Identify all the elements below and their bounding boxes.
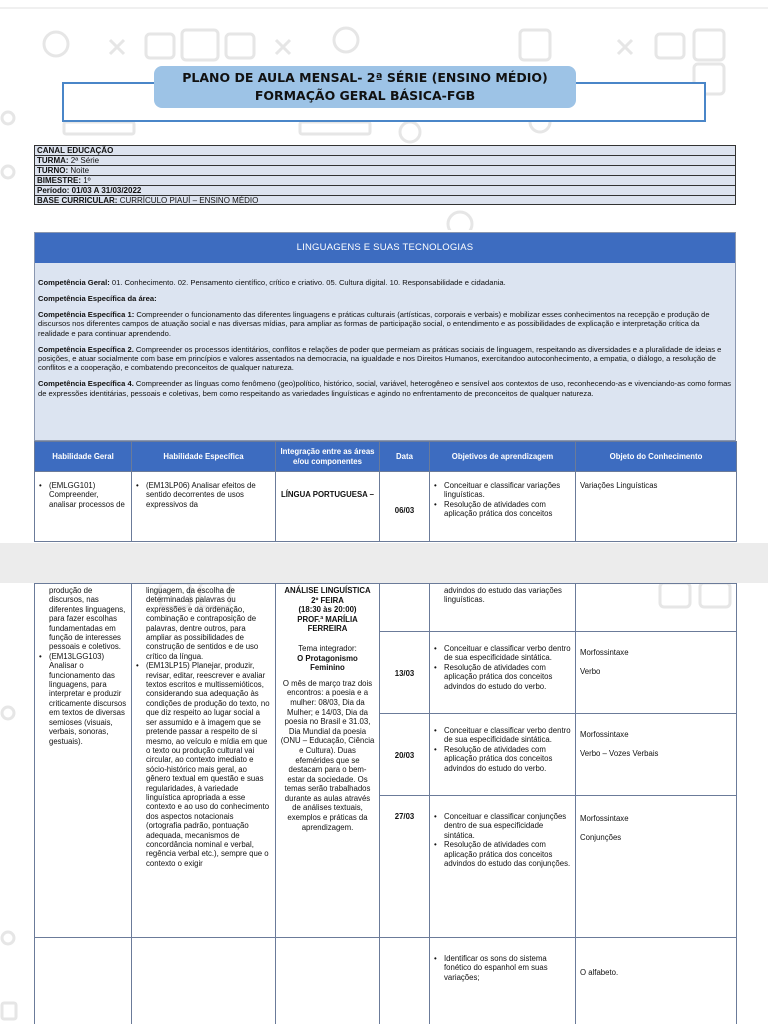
cell-integracao: ANÁLISE LINGUÍSTICA 2º FEIRA (18:30 às 20:00) PROF.ª MARÍLIA FERREIRA Tema integrador: O Protagonismo Feminino O mês de março traz dois encontros: a poesia e a mulher: 08/03, Dia da Mulher; e 14/03, Dia da poesia no Brasil e 31.03, Dia Mundial da poesia (ONU – Educação, Ciência e Cultura). Duas efemérides que se destacam para o bem-estar da sociedade. Os temas serão trabalhados durante as aulas através de análises textuais, exemplos e práticas da aprendizagem. bbox=[276, 584, 380, 938]
table-row bbox=[35, 938, 737, 1024]
area-competencies-panel bbox=[34, 232, 736, 441]
area-heading: LINGUAGENS E SUAS TECNOLOGIAS bbox=[35, 233, 735, 263]
cell-objetivos: • Conceituar e classificar verbo dentro de sua especificidade sintática. • Resolução de atividades com aplicação prática dos conceitos advindos do estudo do verbo. bbox=[430, 632, 576, 714]
competencia-especifica-2: Competência Específica 2. Compreender os processos identitários, conflitos e relações de poder que permeiam as práticas sociais de linguagem, respeitando as diversidades e a pluralidade de ideias e posições, e atuar socialmente com base em princípios e valores assentados na democracia, na igualdade e nos Direitos Humanos, exercitandoo autoconhecimento, a empatia, o diálogo, a resolução de conflitos e a cooperação, e combatendo preconceitos de qualquer natureza. bbox=[38, 344, 722, 373]
competencia-geral: Competência Geral: 01. Conhecimento. 02. Pensamento científico, crítico e criativo. 05. Cultura digital. 10. Responsabilidade e cidadania. bbox=[38, 278, 506, 287]
class-info-block bbox=[34, 145, 736, 205]
info-turno: TURNO: Noite bbox=[34, 165, 736, 175]
title-line-2: FORMAÇÃO GERAL BÁSICA-FGB bbox=[254, 88, 476, 103]
cell-date bbox=[380, 938, 430, 1024]
page-gap bbox=[0, 543, 768, 583]
cell-objeto: Morfossintaxe Verbo – Vozes Verbais bbox=[576, 714, 737, 796]
info-bimestre: BIMESTRE: 1º bbox=[34, 175, 736, 185]
lesson-plan-table-continued bbox=[34, 583, 737, 1024]
lesson-plan-table bbox=[34, 441, 737, 542]
cell-date: 20/03 bbox=[380, 714, 430, 796]
cell-objetivos: • Conceituar e classificar verbo dentro de sua especificidade sintática. • Resolução de atividades com aplicação prática dos conceitos advindos do estudo do verbo. bbox=[430, 714, 576, 796]
competencia-especifica-title: Competência Específica da área: bbox=[38, 293, 157, 303]
cell-objetivos: • Identificar os sons do sistema fonético do espanhol em suas variações; bbox=[430, 938, 576, 1024]
header-data: Data bbox=[380, 442, 430, 472]
header-objeto: Objeto do Conhecimento bbox=[576, 442, 737, 472]
cell-habilidade-geral: produção de discursos, nas diferentes linguagens, para fazer escolhas fundamentadas em função de interesses pessoais e coletivos. • (EM13LGG103) Analisar o funcionamento das linguagens, para interpretar e produzir criticamente discursos em textos de diversas semioses (visuais, verbais, sonoras, gestuais). bbox=[35, 584, 132, 938]
cell-habilidade-especifica: linguagem, da escolha de determinadas palavras ou expressões e da ordenação, combinação e contraposição de palavras, dentre outros, para ampliar as possibilidades de construção de sentidos e de uso crítico da língua. • (EM13LP15) Planejar, produzir, revisar, editar, reescrever e avaliar textos escritos e multissemióticos, considerando sua adequação às condições de produção do texto, no que diz respeito ao lugar social a ser assumido e à imagem que se pretende passar a respeito de si mesmo, ao veículo e mídia em que o texto ou produção cultural vai circular, ao contexto imediato e sócio-histórico mais geral, ao gênero textual em questão e suas regularidades, à variedade linguística apropriada a esse contexto e ao uso do conhecimento dos aspectos notacionais (ortografia padrão, pontuação adequada, mecanismos de concordância nominal e verbal, regência verbal etc.), sempre que o contexto o exigir bbox=[132, 584, 276, 938]
table-row bbox=[35, 472, 737, 542]
cell-objeto: Morfossintaxe Verbo bbox=[576, 632, 737, 714]
title-line-1: PLANO DE AULA MENSAL- 2ª SÉRIE (ENSINO MÉDIO) bbox=[182, 70, 548, 85]
header-integracao: Integração entre as áreas e/ou componentes bbox=[276, 442, 380, 472]
cell-habilidade-geral: • (EMLGG101) Compreender, analisar processos de bbox=[35, 472, 132, 542]
info-turma: TURMA: 2ª Série bbox=[34, 155, 736, 165]
cell-habilidade-geral bbox=[35, 938, 132, 1024]
competencia-especifica-4: Competência Específica 4. Compreender as línguas como fenômeno (geo)político, histórico, social, variável, heterogêneo e sensível aos contextos de uso, reconhecendo-as e vivenciando-as como formas de expressões identitárias, pessoais e coletivas, bem como respeitando as variedades linguísticas e agindo no enfrentamento de preconceitos de qualquer natureza. bbox=[38, 379, 732, 398]
cell-integracao bbox=[276, 938, 380, 1024]
cell-objetivos: advindos do estudo das variações linguísticas. bbox=[430, 584, 576, 632]
cell-objeto: Morfossintaxe Conjunções bbox=[576, 796, 737, 938]
cell-date bbox=[380, 584, 430, 632]
cell-date: 13/03 bbox=[380, 632, 430, 714]
info-base-curricular: BASE CURRICULAR: CURRÍCULO PIAUÍ – ENSINO MÉDIO bbox=[34, 195, 736, 205]
document-page-2 bbox=[0, 583, 768, 1024]
cell-objeto: O alfabeto. bbox=[576, 938, 737, 1024]
table-header-row bbox=[35, 442, 737, 472]
page-title bbox=[154, 66, 576, 108]
cell-date: 27/03 bbox=[380, 796, 430, 938]
header-habilidade-especifica: Habilidade Específica bbox=[132, 442, 276, 472]
table-row bbox=[35, 584, 737, 632]
header-objetivos: Objetivos de aprendizagem bbox=[430, 442, 576, 472]
cell-objeto bbox=[576, 584, 737, 632]
cell-habilidade-especifica: • (EM13LP06) Analisar efeitos de sentido decorrentes de usos expressivos da bbox=[132, 472, 276, 542]
cell-objeto: Variações Linguísticas bbox=[576, 472, 737, 542]
info-periodo: Período: 01/03 A 31/03/2022 bbox=[34, 185, 736, 195]
cell-date: 06/03 bbox=[380, 472, 430, 542]
cell-objetivos: • Conceituar e classificar conjunções dentro de sua especificidade sintática. • Resolução de atividades com aplicação prática dos conceitos advindos do estudo das conjunções. bbox=[430, 796, 576, 938]
header-habilidade-geral: Habilidade Geral bbox=[35, 442, 132, 472]
cell-integracao: LÍNGUA PORTUGUESA – bbox=[276, 472, 380, 542]
competencia-especifica-1: Competência Específica 1: Compreender o funcionamento das diferentes linguagens e práticas culturais (artísticas, corporais e verbais) e mobilizar esses conhecimentos na recepção e produção de discursos nos diferentes campos de atuação social e nas diversas mídias, para ampliar as formas de participação social, o entendimento e as possibilidades de explicação e interpretação crítica da realidade e para continuar aprendendo. bbox=[38, 309, 710, 338]
cell-objetivos: • Conceituar e classificar variações linguísticas. • Resolução de atividades com aplicação prática dos conceitos bbox=[430, 472, 576, 542]
cell-habilidade-especifica bbox=[132, 938, 276, 1024]
info-canal: CANAL EDUCAÇÃO bbox=[34, 145, 736, 155]
